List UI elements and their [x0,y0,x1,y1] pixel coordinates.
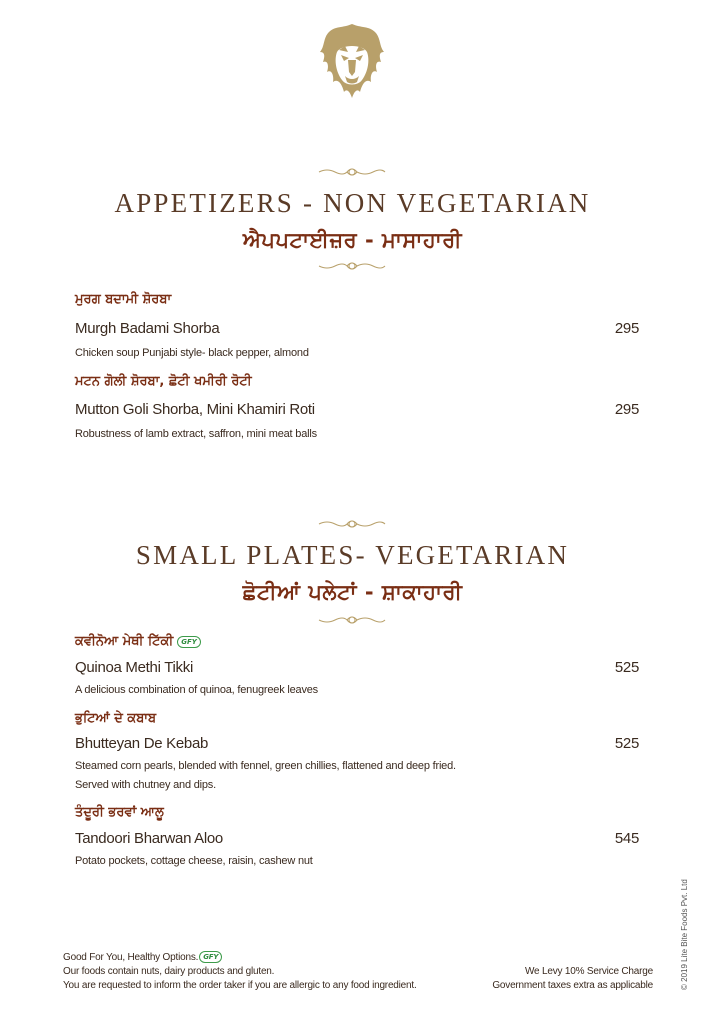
menu-item-description: Steamed corn pearls, blended with fennel, green chillies, flattened and deep fried. [75,760,456,772]
ornament-divider-bottom [317,614,387,626]
footer-right [492,965,653,993]
menu-item-punjabi: ਭੁਟਿਆਂ ਦੇ ਕਬਾਬ [75,711,157,726]
section-title-appetizers: APPETIZERS - NON VEGETARIAN [114,188,591,218]
menu-item-name: Bhutteyan De Kebab [75,735,209,752]
menu-item-price: 545 [614,830,639,847]
section-title-appetizers-punjabi: ਐਪਪਟਾਈਜ਼ਰ - ਮਾਸਾਹਾਰੀ [242,228,463,252]
menu-item-description: Potato pockets, cottage cheese, raisin, cashew nut [75,855,313,867]
menu-item-punjabi: ਮਟਨ ਗੋਲੀ ਸ਼ੋਰਬਾ, ਛੋਟੀ ਖਮੀਰੀ ਰੋਟੀ [75,374,252,389]
copyright-text: © 2019 Lite Bite Foods Pvt. Ltd [680,879,689,990]
menu-item-description: A delicious combination of quinoa, fenugreek leaves [75,684,318,696]
menu-item-price: 525 [614,659,639,676]
menu-item-name: Quinoa Methi Tikki [75,659,193,676]
section-title-small-plates: SMALL PLATES- VEGETARIAN [135,540,570,570]
menu-item-punjabi: ਮੁਰਗ ਬਦਾਮੀ ਸ਼ੋਰਬਾ [75,292,172,307]
gfy-badge: GFY [199,951,222,963]
taxes-note: Government taxes extra as applicable [492,980,653,991]
menu-item-name: Murgh Badami Shorba [75,320,220,337]
allergen-note: Our foods contain nuts, dairy products and gluten. [63,966,275,977]
menu-item-punjabi [75,634,201,649]
menu-item-price: 295 [614,320,639,337]
ornament-divider-bottom [317,260,387,272]
menu-item-description-line2: Served with chutney and dips. [75,779,216,791]
service-charge-note: We Levy 10% Service Charge [524,966,653,977]
menu-item-description: Robustness of lamb extract, saffron, mini meat balls [75,428,317,440]
gfy-badge: GFY [177,636,201,648]
ornament-divider-top [317,166,387,178]
lion-logo [315,22,389,102]
ornament-divider-top [317,518,387,530]
gfy-legend [63,951,483,965]
menu-item-description: Chicken soup Punjabi style- black pepper, almond [75,347,309,359]
menu-item-punjabi: ਤੰਦੂਰੀ ਭਰਵਾਂ ਆਲੂ [75,805,164,820]
menu-item-price: 295 [614,401,639,418]
menu-item-name: Mutton Goli Shorba, Mini Khamiri Roti [75,401,315,418]
footer-left [63,951,483,993]
allergy-instruction: You are requested to inform the order taker if you are allergic to any food ingredient. [63,980,417,991]
menu-item-price: 525 [614,735,639,752]
section-title-small-plates-punjabi: ਛੋਟੀਆਂ ਪਲੇਟਾਂ - ਸ਼ਾਕਾਹਾਰੀ [242,580,463,604]
menu-item-name: Tandoori Bharwan Aloo [75,830,223,847]
gfy-legend-text: Good For You, Healthy Options. [63,952,199,963]
menu-item-punjabi-text: ਕਵੀਨੋਆ ਮੇਥੀ ਟਿੱਕੀ [75,634,174,649]
